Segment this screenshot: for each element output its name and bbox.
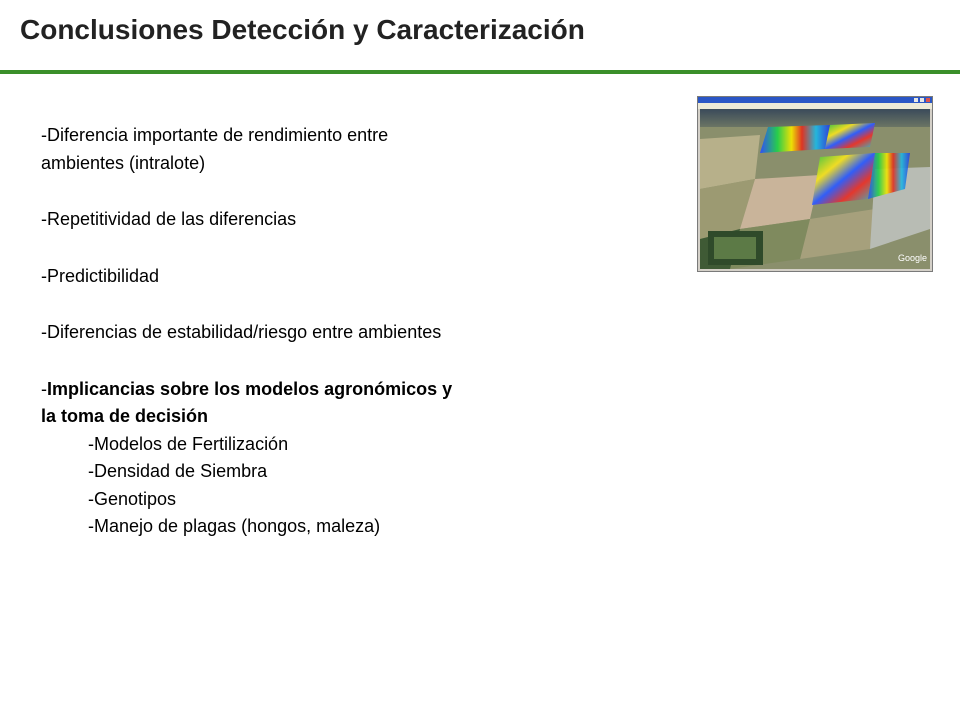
bullet-item-1-line-2: ambientes (intralote): [41, 152, 206, 173]
title-underline: [0, 70, 960, 74]
sub-item-2: -Densidad de Siembra: [88, 461, 268, 481]
maximize-icon: [920, 98, 924, 102]
sub-item-3: -Genotipos: [88, 488, 177, 509]
aerial-yield-map-image: [700, 109, 930, 269]
google-watermark: Google: [898, 253, 928, 263]
bullet-item-5-line-1: [41, 376, 601, 404]
google-earth-screenshot: [697, 96, 933, 272]
minimize-icon: [914, 98, 918, 102]
bullet-item-2: -Repetitividad de las diferencias: [41, 209, 297, 229]
sub-item-4: -Manejo de plagas (hongos, maleza): [88, 516, 381, 536]
bullet-item-5-line-2: la toma de decisión: [41, 406, 209, 426]
bullet-list: [41, 122, 601, 541]
bullet-item-1-line-1: -Diferencia importante de rendimiento entre: [41, 125, 389, 145]
slide-title: Conclusiones Detección y Caracterización: [20, 14, 585, 45]
sub-item-1: -Modelos de Fertilización: [88, 433, 289, 454]
bullet-item-5-bold: Implicancias sobre los modelos agronómicos y: [47, 378, 453, 399]
bullet-dash: -: [41, 378, 47, 399]
bullet-item-4: -Diferencias de estabilidad/riesgo entre ambientes: [41, 322, 442, 342]
close-icon: [926, 98, 930, 102]
bullet-item-3: -Predictibilidad: [41, 265, 160, 286]
